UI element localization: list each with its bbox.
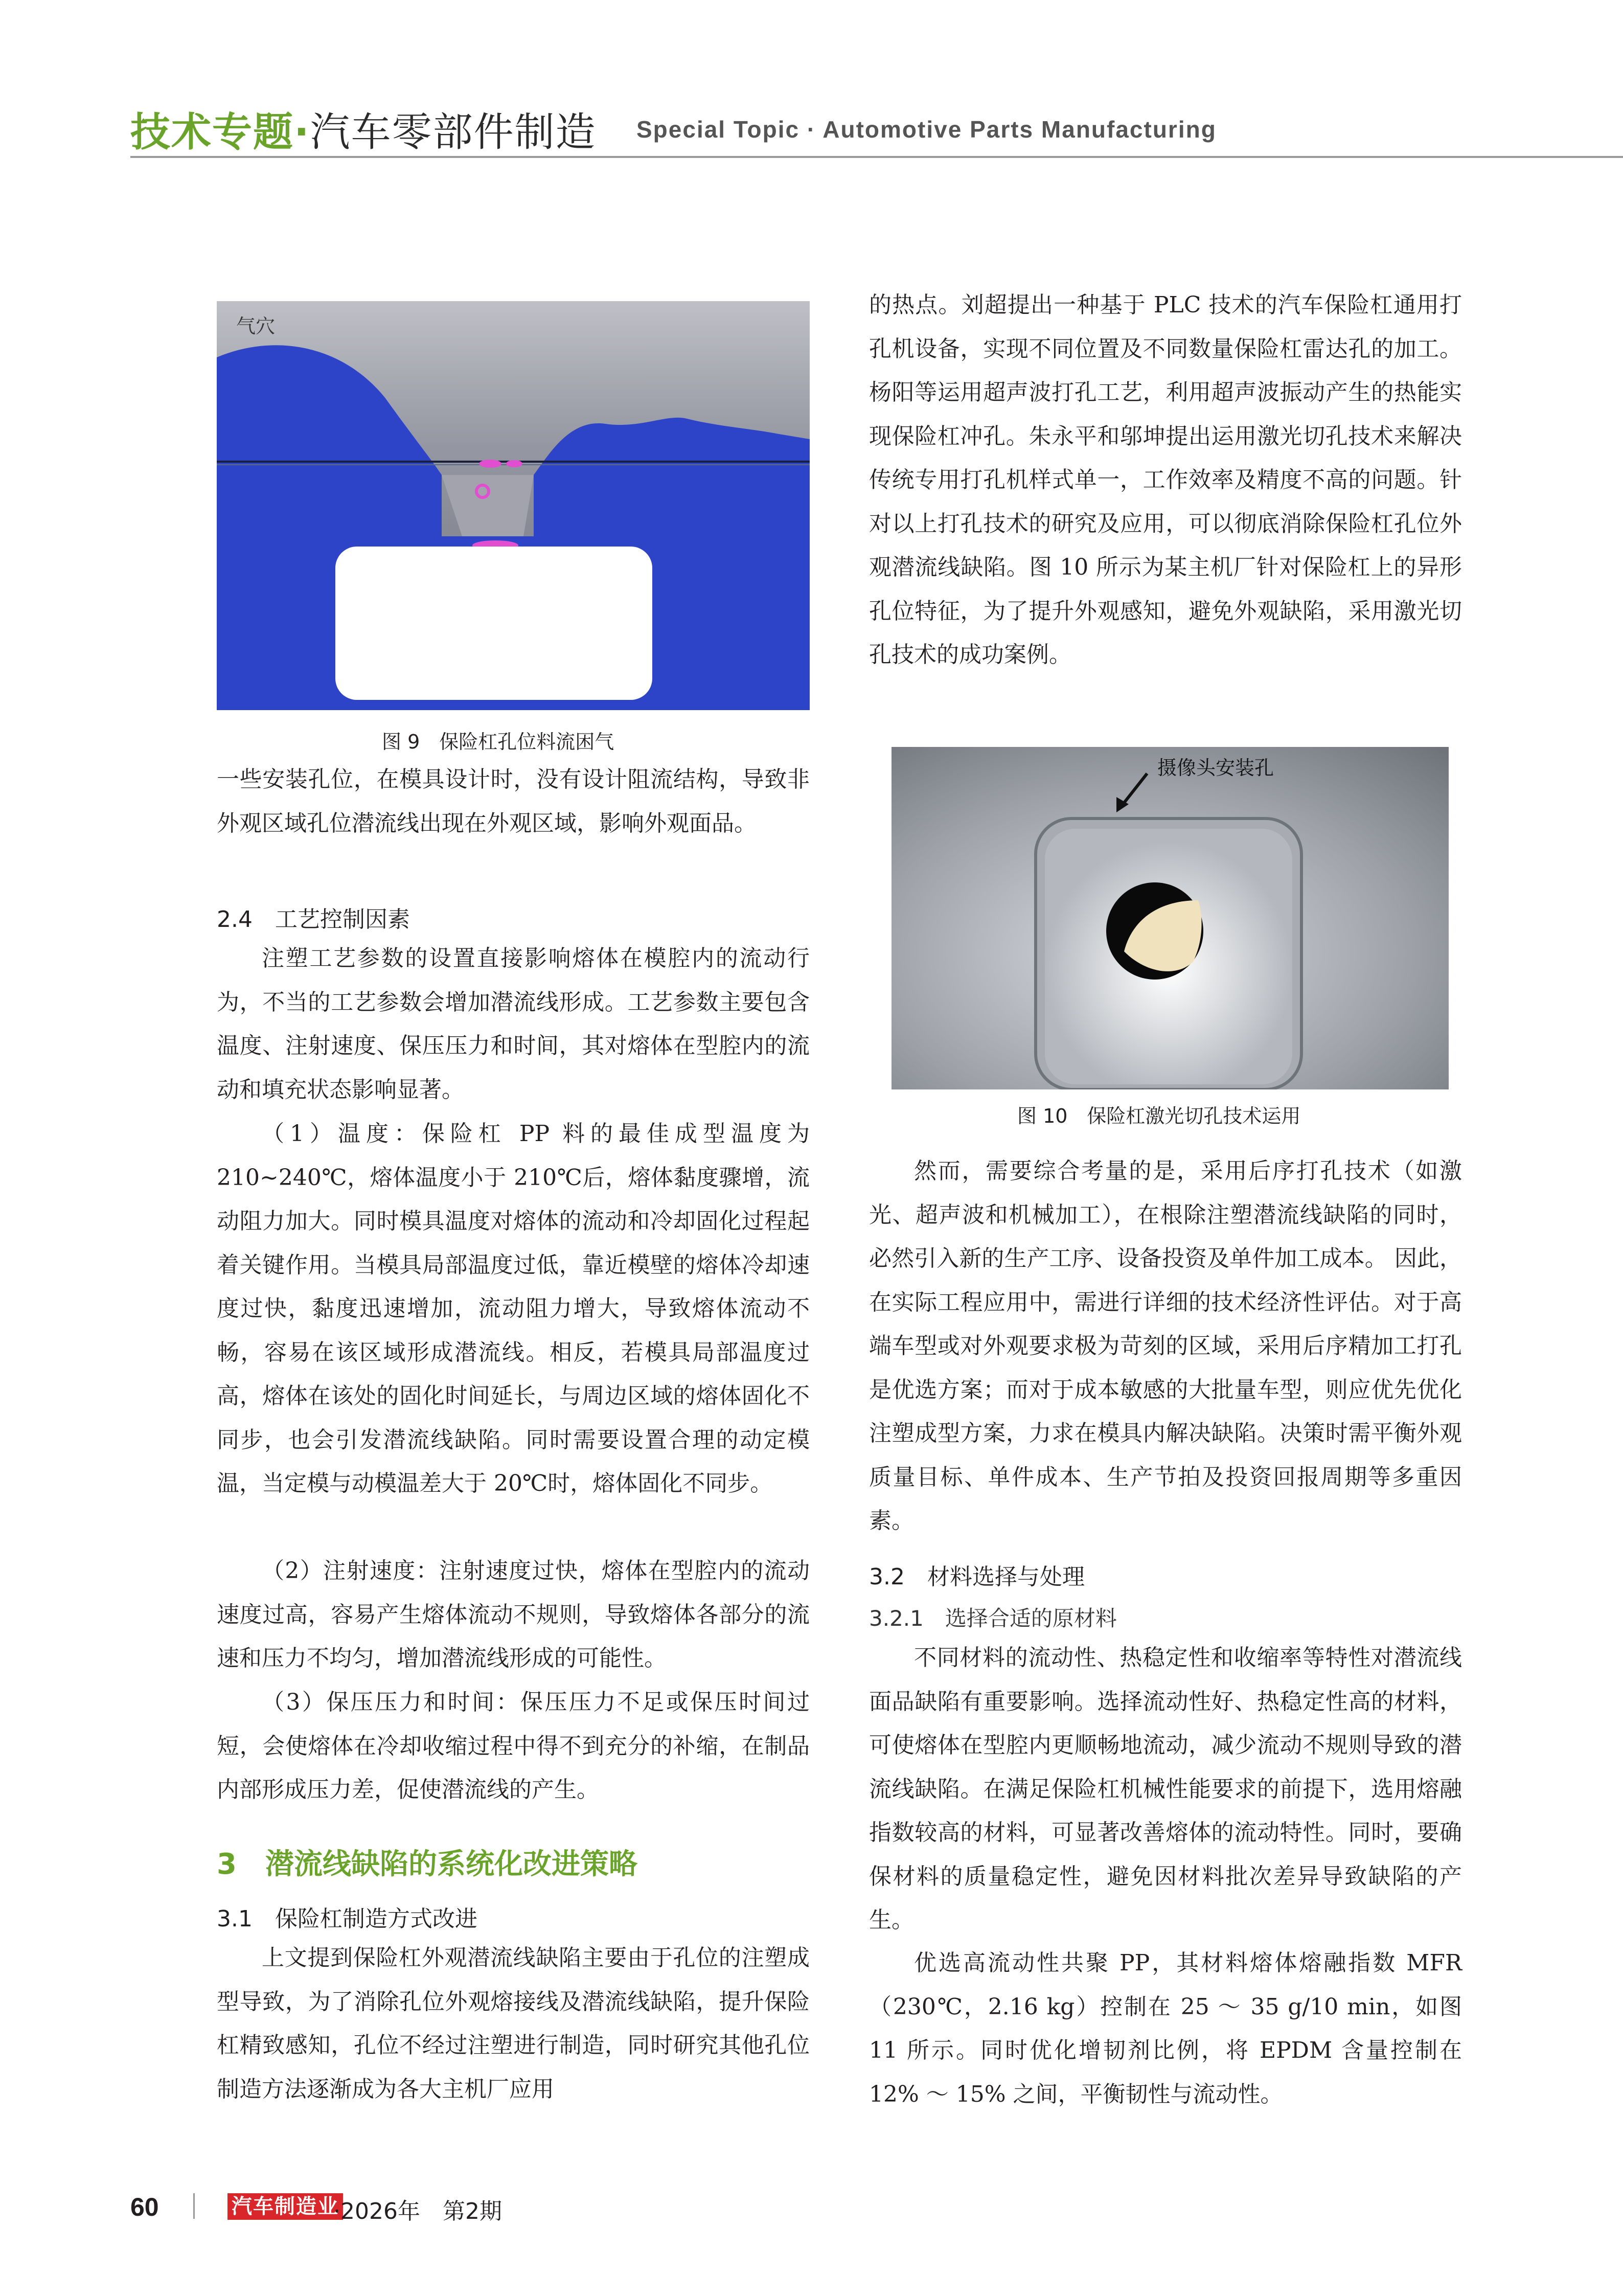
- issue-info: ·2026年 第2期: [333, 2198, 502, 2224]
- footer-separator: [193, 2193, 195, 2219]
- section-heading-3-1: 3.1 保险杠制造方式改进: [217, 1906, 477, 1932]
- flow-simulation-graphic: [217, 301, 810, 710]
- figure-9-label: 气穴: [236, 315, 276, 337]
- left-paragraph-5: （3）保压压力和时间：保压压力不足或保压时间过短，会使熔体在冷却收缩过程中得不到充分的补缩，在制品内部形成压力差，促使潜流线的产生。: [217, 1689, 810, 1803]
- figure-10-label: 摄像头安装孔: [1157, 757, 1274, 779]
- right-paragraph-1: 的热点。刘超提出一种基于 PLC 技术的汽车保险杠通用打孔机设备，实现不同位置及不同数量保险杠雷达孔的加工。杨阳等运用超声波打孔工艺，利用超声波振动产生的热能实现保险杠冲孔。朱永平和邬坤提出运用激光切孔技术来解决传统专用打孔机样式单一，工作效率及精度不高的问题。针对以上打孔技术的研究及应用，可以彻底消除保险杠孔位外观潜流线缺陷。图 10 所示为某主机厂针对保险杠上的异形孔位特征，为了提升外观感知，避免外观缺陷，采用激光切孔技术的成功案例。: [869, 292, 1462, 668]
- bumper-hole-photo-graphic: [891, 747, 1449, 1089]
- figure-10-image: [891, 747, 1449, 1089]
- figure-9-caption: 图 9 保险杠孔位料流困气: [382, 731, 614, 753]
- left-paragraph-1: 一些安装孔位，在模具设计时，没有设计阻流结构，导致非外观区域孔位潜流线出现在外观区域，影响外观面品。: [217, 766, 810, 836]
- running-header: [130, 100, 1623, 156]
- header-rule: [130, 156, 1623, 158]
- header-topic-cn: 技术专题: [130, 109, 294, 155]
- header-topic: [130, 100, 597, 157]
- left-paragraph-3: （1）温度：保险杠 PP 料的最佳成型温度为 210~240℃，熔体温度小于 210℃后，熔体黏度骤增，流动阻力加大。同时模具温度对熔体的流动和冷却固化过程起着关键作用。当模具局部温度过低，靠近模壁的熔体冷却速度过快，黏度迅速增加，流动阻力增大，导致熔体流动不畅，容易在该区域形成潜流线。相反，若模具局部温度过高，熔体在该处的固化时间延长，与周边区域的熔体固化不同步，也会引发潜流线缺陷。同时需要设置合理的动定模温，当定模与动模温差大于 20℃时，熔体固化不同步。: [217, 1121, 810, 1496]
- left-paragraph-6: 上文提到保险杠外观潜流线缺陷主要由于孔位的注塑成型导致，为了消除孔位外观熔接线及潜流线缺陷，提升保险杠精致感知，孔位不经过注塑进行制造，同时研究其他孔位制造方法逐渐成为各大主机厂应用: [217, 1945, 810, 2102]
- page-number: 60: [130, 2193, 159, 2221]
- left-paragraph-2: 注塑工艺参数的设置直接影响熔体在模腔内的流动行为，不当的工艺参数会增加潜流线形成。工艺参数主要包含温度、注射速度、保压压力和时间，其对熔体在型腔内的流动和填充状态影响显著。: [217, 945, 810, 1103]
- section-heading-2-4: 2.4 工艺控制因素: [217, 906, 410, 933]
- figure-9-image: [217, 301, 810, 710]
- right-paragraph-4: 优选高流动性共聚 PP，其材料熔体熔融指数 MFR（230℃，2.16 kg）控制在 25 ～ 35 g/10 min，如图 11 所示。同时优化增韧剂比例，将 EPDM 含量控制在 12% ～ 15% 之间，平衡韧性与流动性。: [869, 1950, 1462, 2107]
- section-heading-3-2-1: 3.2.1 选择合适的原材料: [869, 1606, 1117, 1631]
- section-heading-3: 3 潜流线缺陷的系统化改进策略: [217, 1848, 637, 1881]
- figure-10-caption: 图 10 保险杠激光切孔技术运用: [1017, 1105, 1301, 1127]
- section-heading-3-2: 3.2 材料选择与处理: [869, 1564, 1085, 1590]
- left-paragraph-4: （2）注射速度：注射速度过快，熔体在型腔内的流动速度过高，容易产生熔体流动不规则，导致熔体各部分的流速和压力不均匀，增加潜流线形成的可能性。: [217, 1558, 810, 1671]
- header-dot: ·: [294, 109, 310, 155]
- right-paragraph-2: 然而，需要综合考量的是，采用后序打孔技术（如激光、超声波和机械加工），在根除注塑潜流线缺陷的同时，必然引入新的生产工序、设备投资及单件加工成本。 因此，在实际工程应用中，需进行详细的技术经济性评估。对于高端车型或对外观要求极为苛刻的区域，采用后序精加工打孔是优选方案；而对于成本敏感的大批量车型，则应优先优化注塑成型方案，力求在模具内解决缺陷。决策时需平衡外观质量目标、单件成本、生产节拍及投资回报周期等多重因素。: [869, 1158, 1462, 1534]
- right-paragraph-3: 不同材料的流动性、热稳定性和收缩率等特性对潜流线面品缺陷有重要影响。选择流动性好、热稳定性高的材料，可使熔体在型腔内更顺畅地流动，减少流动不规则导致的潜流线缺陷。在满足保险杠机械性能要求的前提下，选用熔融指数较高的材料，可显著改善熔体的流动特性。同时，要确保材料的质量稳定性，避免因材料批次差异导致缺陷的产生。: [869, 1645, 1462, 1933]
- header-subtopic-cn: 汽车零部件制造: [310, 109, 597, 155]
- journal-logo: 汽车制造业: [227, 2193, 343, 2220]
- header-topic-en: Special Topic · Automotive Parts Manufacturing: [636, 116, 1217, 143]
